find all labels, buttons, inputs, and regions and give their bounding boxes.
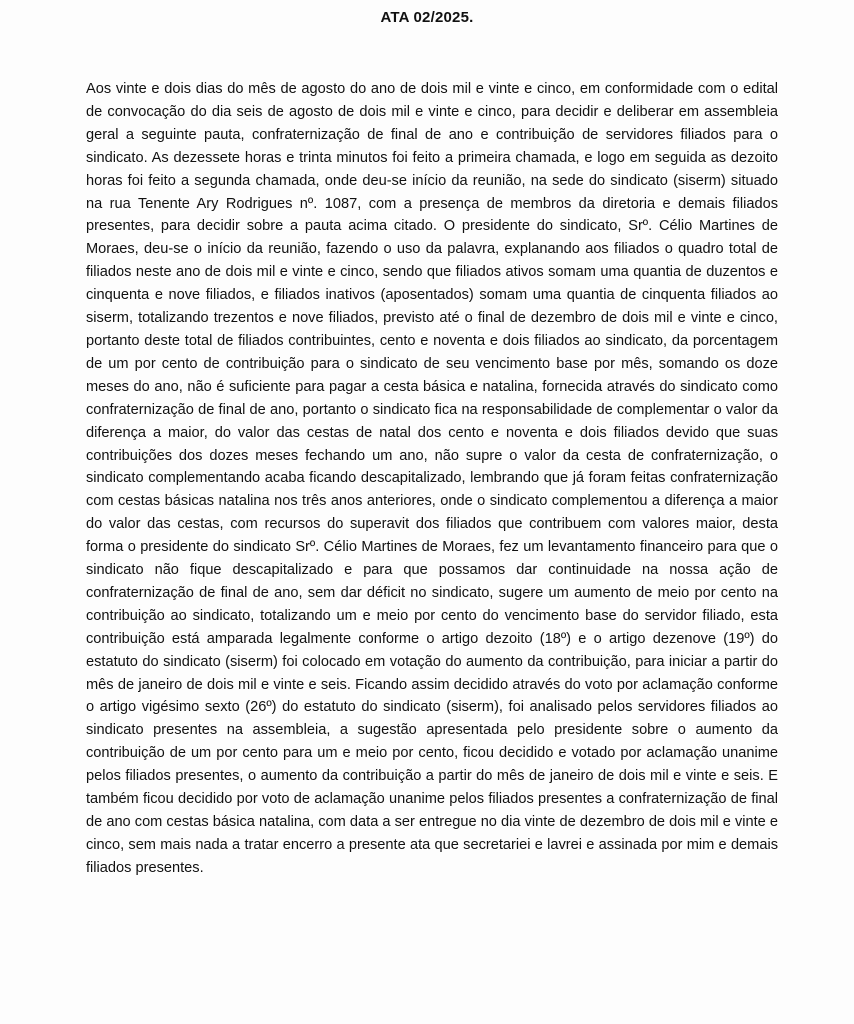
document-title: ATA 02/2025. xyxy=(380,9,474,26)
document-body xyxy=(86,78,778,880)
body-paragraph: Aos vinte e dois dias do mês de agosto do ano de dois mil e vinte e cinco, em conformidade com o edital de convocação do dia seis de agosto de dois mil e vinte e cinco, para decidir e deliberar em assembleia geral a seguinte pauta, confraternização de final de ano e contribuição de servidores filiados para o sindicato. As dezessete horas e trinta minutos foi feito a primeira chamada, e logo em seguida as dezoito horas foi feito a segunda chamada, onde deu-se início da reunião, na sede do sindicato (siserm) situado na rua Tenente Ary Rodrigues nº. 1087, com a presença de membros da diretoria e demais filiados presentes, para decidir sobre a pauta acima citado. O presidente do sindicato, Srº. Célio Martines de Moraes, deu-se o início da reunião, fazendo o uso da palavra, explanando aos filiados o quadro total de filiados neste ano de dois mil e vinte e cinco, sendo que filiados ativos somam uma quantia de duzentos e cinquenta e nove filiados, e filiados inativos (aposentados) somam uma quantia de cinquenta filiados ao siserm, totalizando trezentos e nove filiados, previsto até o final de dezembro de dois mil e vinte e cinco, portanto deste total de filiados contribuintes, cento e noventa e dois filiados ao sindicato, da porcentagem de um por cento de contribuição para o sindicato de seu vencimento base por mês, somando os doze meses do ano, não é suficiente para pagar a cesta básica e natalina, fornecida através do sindicato como confraternização de final de ano, portanto o sindicato fica na responsabilidade de complementar o valor da diferença a maior, do valor das cestas de natal dos cento e noventa e dois filiados devido que suas contribuições dos dozes meses fechando um ano, não supre o valor da cesta de confraternização, o sindicato complementando acaba ficando descapitalizado, lembrando que já foram feitas confraternização com cestas básicas natalina nos três anos anteriores, onde o sindicato complementou a diferença a maior do valor das cestas, com recursos do superavit dos filiados que contribuem com valores maior, desta forma o presidente do sindicato Srº. Célio Martines de Moraes, fez um levantamento financeiro para que o sindicato não fique descapitalizado e para que possamos dar continuidade na nossa ação de confraternização de final de ano, sem dar déficit no sindicato, sugere um aumento de meio por cento na contribuição ao sindicato, totalizando um e meio por cento do vencimento base do servidor filiado, esta contribuição está amparada legalmente conforme o artigo dezoito (18º) e o artigo dezenove (19º) do estatuto do sindicato (siserm) foi colocado em votação do aumento da contribuição, para iniciar a partir do mês de janeiro de dois mil e vinte e seis. Ficando assim decidido através do voto por aclamação conforme o artigo vigésimo sexto (26º) do estatuto do sindicato (siserm), foi analisado pelos servidores filiados ao sindicato presentes na assembleia, a sugestão apresentada pelo presidente sobre o aumento da contribuição de um por cento para um e meio por cento, ficou decidido e votado por aclamação unanime pelos filiados presentes, o aumento da contribuição a partir do mês de janeiro de dois mil e vinte e seis. E também ficou decidido por voto de aclamação unanime pelos filiados presentes a confraternização de final de ano com cestas básica natalina, com data a ser entregue no dia vinte de dezembro de dois mil e vinte e cinco, sem mais nada a tratar encerro a presente ata que secretariei e lavrei e assinada por mim e demais filiados presentes. xyxy=(86,81,778,876)
